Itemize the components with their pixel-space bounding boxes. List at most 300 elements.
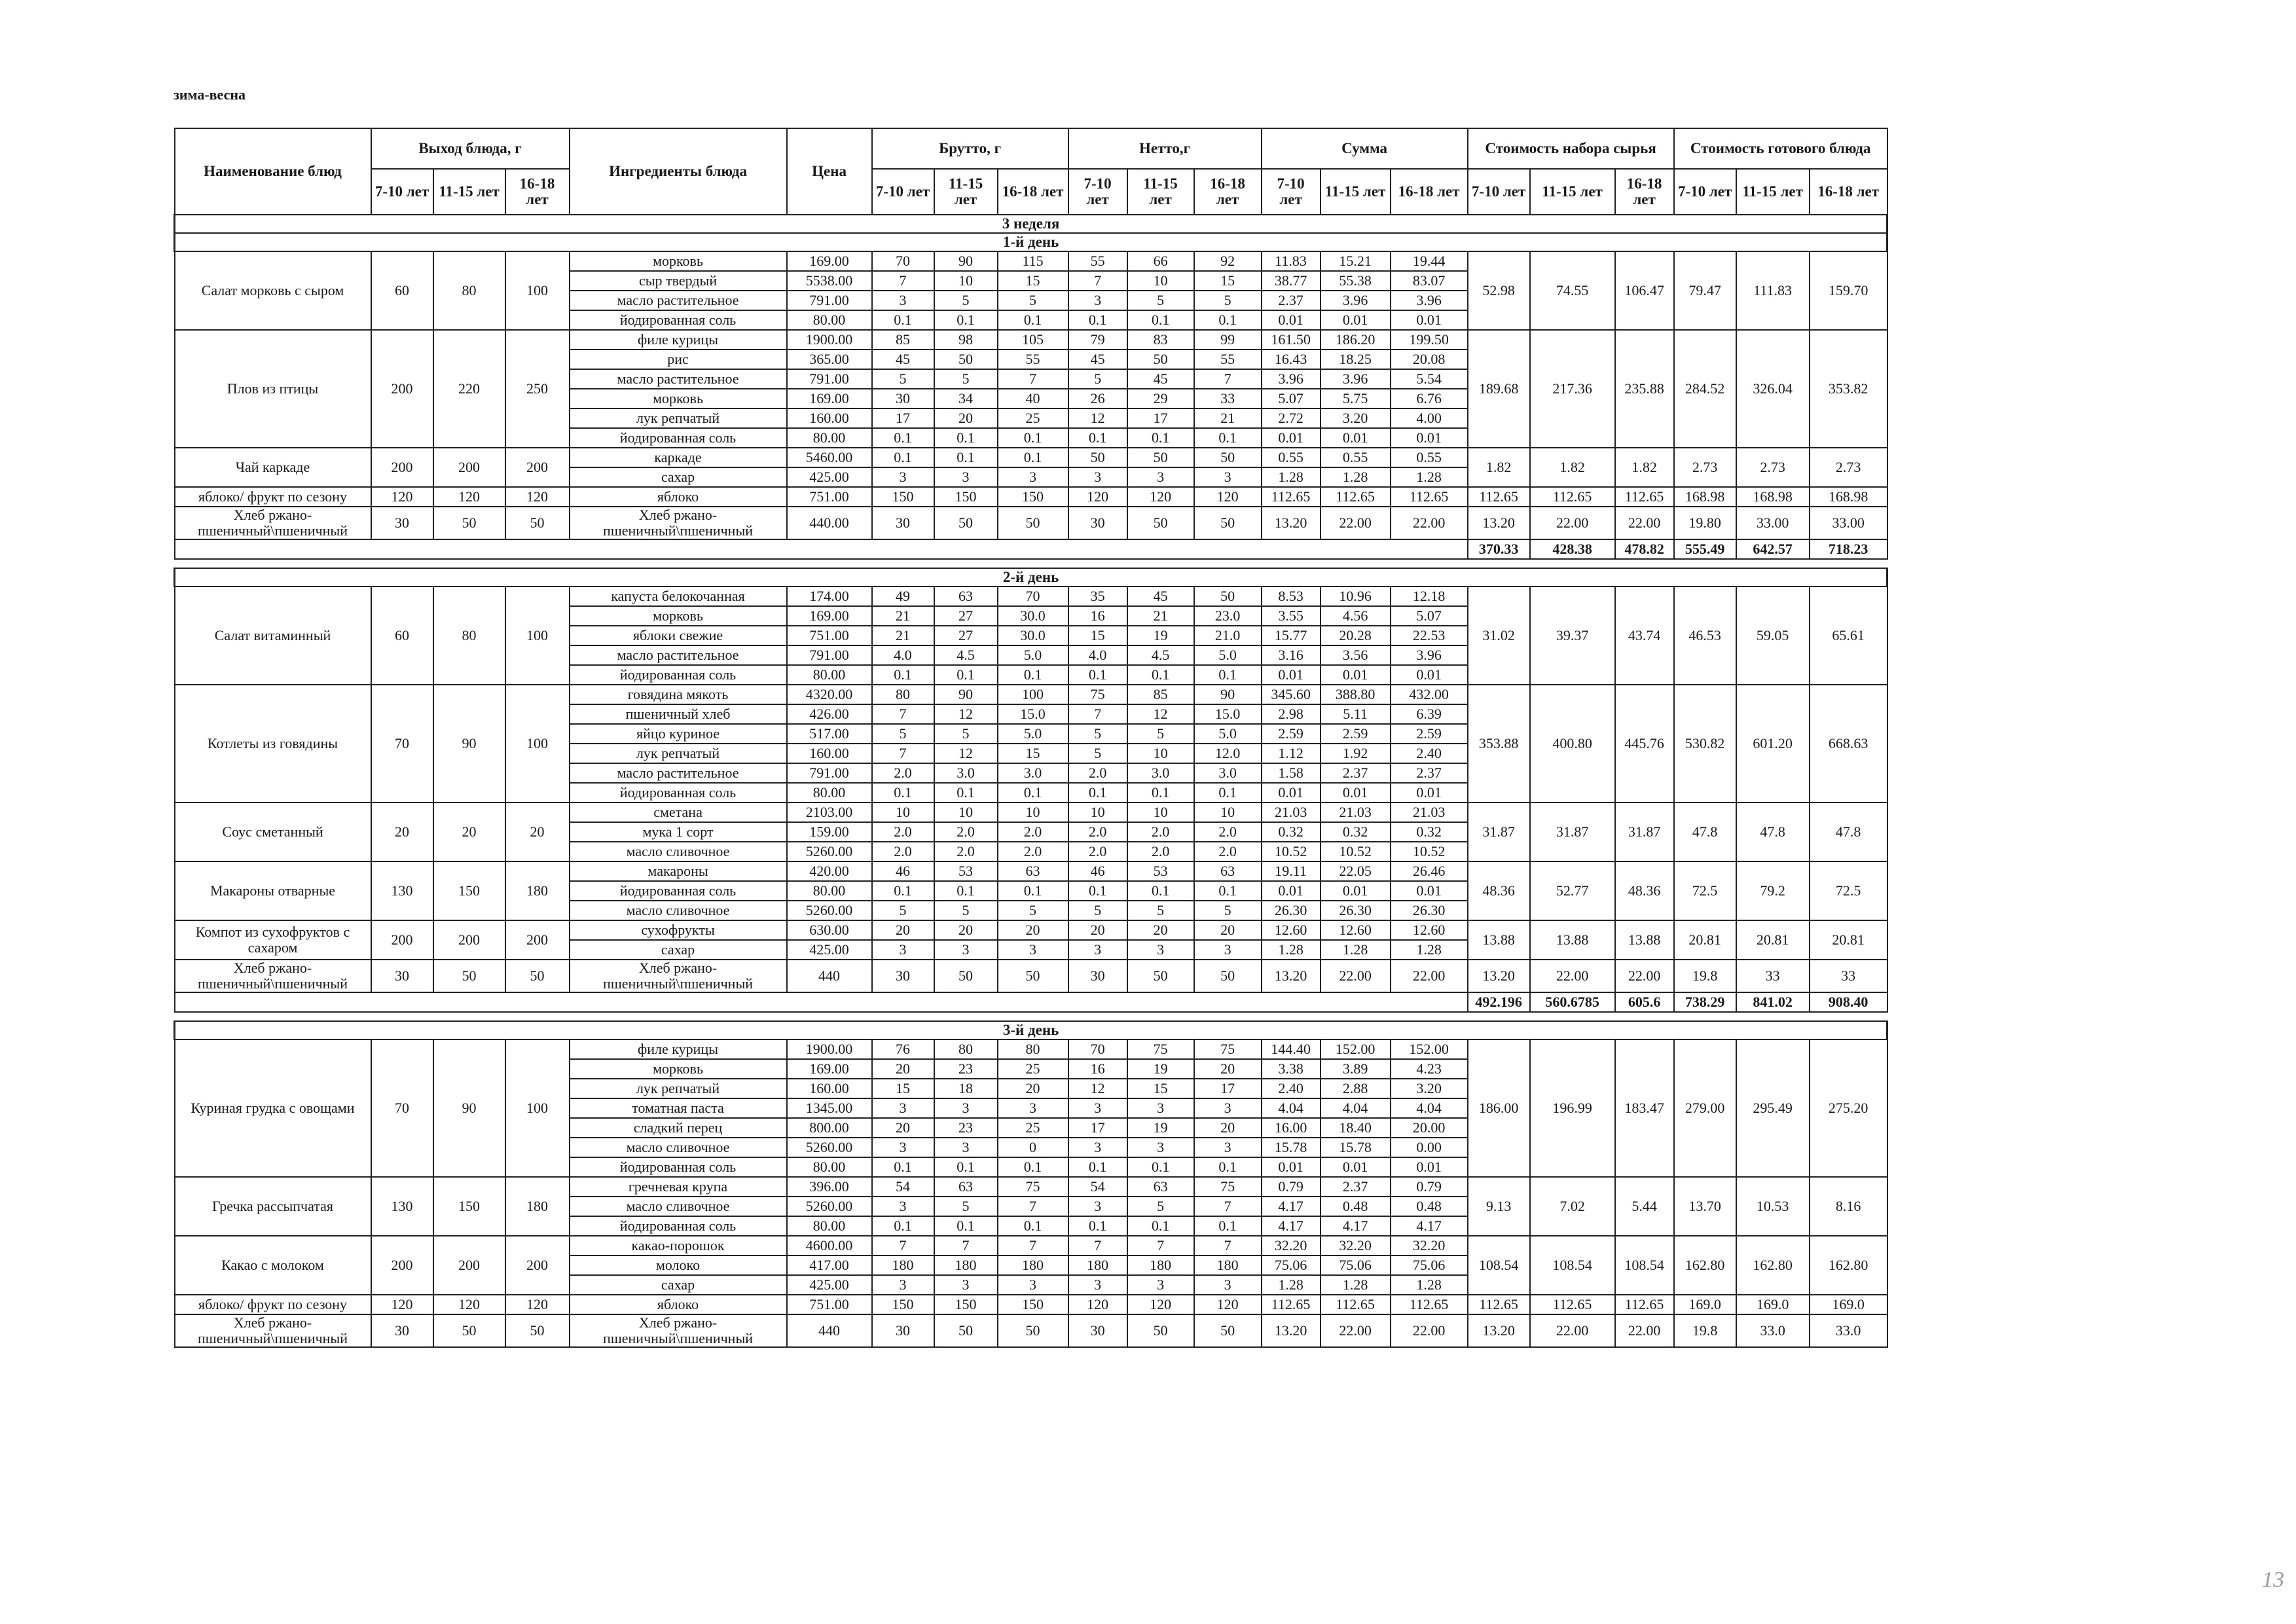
sum-value: 0.01 [1262, 881, 1321, 901]
menu-cost-table [173, 128, 1888, 1348]
netto-value: 23.0 [1194, 606, 1262, 626]
netto-value: 120 [1194, 1295, 1262, 1314]
sum-value: 3.96 [1391, 291, 1468, 310]
raw-cost-value: 13.88 [1615, 920, 1674, 960]
netto-value: 53 [1127, 861, 1194, 881]
brutto-value: 12 [934, 744, 998, 763]
sum-value: 22.05 [1321, 861, 1391, 881]
ingredient-price: 159.00 [787, 822, 872, 842]
sum-value: 13.20 [1262, 1314, 1321, 1347]
sum-value: 75.06 [1391, 1255, 1468, 1275]
netto-value: 50 [1194, 448, 1262, 467]
raw-cost-value: 13.20 [1468, 1314, 1530, 1347]
sum-value: 1.92 [1321, 744, 1391, 763]
dish-yield: 120 [505, 487, 570, 507]
netto-value: 7 [1068, 271, 1127, 291]
sum-value: 161.50 [1262, 330, 1321, 350]
sum-value: 26.30 [1262, 901, 1321, 920]
netto-value: 75 [1194, 1177, 1262, 1197]
ingredient-name: масло растительное [570, 369, 787, 389]
brutto-value: 45 [872, 350, 934, 369]
brutto-value: 70 [872, 251, 934, 271]
ready-cost-value: 72.5 [1674, 861, 1736, 920]
age-header-ready-cost-3: 16-18 лет [1810, 169, 1887, 215]
dish-yield: 150 [433, 861, 505, 920]
ready-cost-value: 284.52 [1674, 330, 1736, 448]
brutto-value: 20 [872, 1118, 934, 1138]
dish-yield: 90 [433, 685, 505, 803]
sum-value: 0.01 [1391, 665, 1468, 685]
ingredient-price: 169.00 [787, 389, 872, 408]
header-dish-name: Наименование блюд [175, 128, 371, 215]
netto-value: 3 [1194, 940, 1262, 960]
ingredient-price: 4600.00 [787, 1236, 872, 1255]
sum-value: 2.59 [1391, 724, 1468, 744]
ingredient-price: 1345.00 [787, 1098, 872, 1118]
netto-value: 66 [1127, 251, 1194, 271]
sum-value: 20.00 [1391, 1118, 1468, 1138]
sum-value: 2.37 [1321, 1177, 1391, 1197]
brutto-value: 15.0 [998, 704, 1068, 724]
age-header-sum-3: 16-18 лет [1391, 169, 1468, 215]
season-label: зима-весна [173, 86, 246, 103]
ready-cost-value: 353.82 [1810, 330, 1887, 448]
netto-value: 0.1 [1194, 428, 1262, 448]
ingredient-row [175, 448, 1887, 467]
netto-value: 19 [1127, 1059, 1194, 1079]
sum-value: 0.01 [1262, 428, 1321, 448]
sum-value: 3.38 [1262, 1059, 1321, 1079]
ingredient-row [175, 861, 1887, 881]
brutto-value: 5.0 [998, 645, 1068, 665]
netto-value: 20 [1194, 1118, 1262, 1138]
ingredient-name: масло сливочное [570, 901, 787, 920]
ingredient-price: 425.00 [787, 940, 872, 960]
netto-value: 19 [1127, 1118, 1194, 1138]
brutto-value: 3 [872, 467, 934, 487]
sum-value: 55.38 [1321, 271, 1391, 291]
netto-value: 7 [1194, 369, 1262, 389]
sum-value: 0.01 [1262, 783, 1321, 803]
ingredient-price: 1900.00 [787, 1039, 872, 1059]
sum-value: 4.17 [1262, 1197, 1321, 1216]
ingredient-name: йодированная соль [570, 881, 787, 901]
sum-value: 4.17 [1391, 1216, 1468, 1236]
sum-value: 0.01 [1321, 428, 1391, 448]
ingredient-row [175, 803, 1887, 822]
sum-value: 0.01 [1321, 665, 1391, 685]
ingredient-row [175, 1177, 1887, 1197]
ingredient-price: 751.00 [787, 626, 872, 645]
ingredient-price: 425.00 [787, 1275, 872, 1295]
sum-value: 432.00 [1391, 685, 1468, 704]
netto-value: 16 [1068, 606, 1127, 626]
sum-value: 0.55 [1391, 448, 1468, 467]
ingredient-name: масло растительное [570, 763, 787, 783]
dish-yield: 200 [505, 920, 570, 960]
raw-cost-value: 112.65 [1615, 487, 1674, 507]
netto-value: 5 [1194, 901, 1262, 920]
brutto-value: 0.1 [872, 1216, 934, 1236]
brutto-value: 3 [872, 940, 934, 960]
ingredient-price: 174.00 [787, 586, 872, 606]
raw-cost-value: 217.36 [1530, 330, 1615, 448]
ingredient-name: масло сливочное [570, 1197, 787, 1216]
netto-value: 3 [1194, 467, 1262, 487]
ingredient-name: какао-порошок [570, 1236, 787, 1255]
ready-cost-value: 59.05 [1736, 586, 1810, 685]
sum-value: 2.37 [1391, 763, 1468, 783]
ingredient-price: 1900.00 [787, 330, 872, 350]
brutto-value: 98 [934, 330, 998, 350]
sum-value: 32.20 [1262, 1236, 1321, 1255]
day-total-value: 492.196 [1468, 992, 1530, 1012]
netto-value: 0.1 [1127, 1157, 1194, 1177]
age-header-ready-cost-1: 7-10 лет [1674, 169, 1736, 215]
ingredient-price: 426.00 [787, 704, 872, 724]
dish-yield: 150 [433, 1177, 505, 1236]
brutto-value: 63 [934, 1177, 998, 1197]
brutto-value: 23 [934, 1118, 998, 1138]
netto-value: 7 [1194, 1197, 1262, 1216]
raw-cost-value: 7.02 [1530, 1177, 1615, 1236]
age-header-netto-3: 16-18 лет [1194, 169, 1262, 215]
sum-value: 112.65 [1321, 487, 1391, 507]
sum-value: 0.01 [1262, 1157, 1321, 1177]
ingredient-price: 160.00 [787, 1079, 872, 1098]
age-header-yield-2: 11-15 лет [433, 169, 505, 215]
brutto-value: 20 [934, 920, 998, 940]
ingredient-name: Хлеб ржано-пшеничный\пшеничный [570, 507, 787, 539]
dish-yield: 200 [371, 920, 433, 960]
sum-value: 4.56 [1321, 606, 1391, 626]
sum-value: 112.65 [1262, 487, 1321, 507]
raw-cost-value: 445.76 [1615, 685, 1674, 803]
brutto-value: 50 [934, 507, 998, 539]
sum-value: 0.48 [1391, 1197, 1468, 1216]
brutto-value: 70 [998, 586, 1068, 606]
ingredient-price: 80.00 [787, 665, 872, 685]
brutto-value: 63 [934, 586, 998, 606]
sum-value: 1.28 [1321, 467, 1391, 487]
sum-value: 32.20 [1391, 1236, 1468, 1255]
netto-value: 3 [1068, 1275, 1127, 1295]
sum-value: 5.07 [1391, 606, 1468, 626]
sum-value: 0.55 [1321, 448, 1391, 467]
dish-yield: 70 [371, 1039, 433, 1177]
raw-cost-value: 189.68 [1468, 330, 1530, 448]
ready-cost-value: 169.0 [1736, 1295, 1810, 1314]
netto-value: 5 [1127, 1197, 1194, 1216]
day-gap [175, 1012, 1887, 1021]
netto-value: 90 [1194, 685, 1262, 704]
netto-value: 0.1 [1127, 665, 1194, 685]
brutto-value: 0.1 [998, 1157, 1068, 1177]
sum-value: 13.20 [1262, 960, 1321, 992]
dish-name: Плов из птицы [175, 330, 371, 448]
dish-yield: 100 [505, 1039, 570, 1177]
dish-yield: 120 [505, 1295, 570, 1314]
netto-value: 3 [1068, 940, 1127, 960]
brutto-value: 0.1 [934, 881, 998, 901]
day-total-value: 370.33 [1468, 539, 1530, 559]
brutto-value: 20 [934, 408, 998, 428]
sum-value: 2.59 [1321, 724, 1391, 744]
ingredient-price: 440.00 [787, 507, 872, 539]
brutto-value: 63 [998, 861, 1068, 881]
dish-name: Макароны отварные [175, 861, 371, 920]
brutto-value: 4.5 [934, 645, 998, 665]
ingredient-price: 751.00 [787, 487, 872, 507]
ingredient-name: йодированная соль [570, 428, 787, 448]
raw-cost-value: 1.82 [1615, 448, 1674, 487]
netto-value: 15 [1194, 271, 1262, 291]
page-number: 13 [2262, 1568, 2284, 1592]
raw-cost-value: 183.47 [1615, 1039, 1674, 1177]
sum-value: 0.00 [1391, 1138, 1468, 1157]
age-header-ready-cost-2: 11-15 лет [1736, 169, 1810, 215]
brutto-value: 50 [934, 1314, 998, 1347]
sum-value: 3.96 [1391, 645, 1468, 665]
netto-value: 2.0 [1127, 822, 1194, 842]
brutto-value: 55 [998, 350, 1068, 369]
sum-value: 4.04 [1391, 1098, 1468, 1118]
netto-value: 3 [1127, 1098, 1194, 1118]
netto-value: 17 [1127, 408, 1194, 428]
brutto-value: 100 [998, 685, 1068, 704]
ingredient-price: 791.00 [787, 645, 872, 665]
brutto-value: 34 [934, 389, 998, 408]
brutto-value: 180 [934, 1255, 998, 1275]
brutto-value: 50 [998, 507, 1068, 539]
sum-value: 26.46 [1391, 861, 1468, 881]
netto-value: 0.1 [1068, 783, 1127, 803]
dish-yield: 100 [505, 685, 570, 803]
sum-value: 8.53 [1262, 586, 1321, 606]
sum-value: 112.65 [1321, 1295, 1391, 1314]
brutto-value: 2.0 [872, 822, 934, 842]
netto-value: 20 [1194, 1059, 1262, 1079]
raw-cost-value: 13.20 [1468, 960, 1530, 992]
brutto-value: 0.1 [934, 665, 998, 685]
age-header-brutto-3: 16-18 лет [998, 169, 1068, 215]
brutto-value: 5.0 [998, 724, 1068, 744]
netto-value: 5 [1068, 901, 1127, 920]
sum-value: 1.28 [1391, 1275, 1468, 1295]
ready-cost-value: 2.73 [1736, 448, 1810, 487]
raw-cost-value: 13.88 [1468, 920, 1530, 960]
dish-yield: 30 [371, 507, 433, 539]
netto-value: 3 [1194, 1098, 1262, 1118]
raw-cost-value: 22.00 [1615, 960, 1674, 992]
total-blank [175, 992, 1468, 1012]
netto-value: 15.0 [1194, 704, 1262, 724]
dish-yield: 250 [505, 330, 570, 448]
ingredient-row [175, 330, 1887, 350]
sum-value: 0.79 [1262, 1177, 1321, 1197]
ready-cost-value: 33 [1810, 960, 1887, 992]
ready-cost-value: 8.16 [1810, 1177, 1887, 1236]
day-total-value: 718.23 [1810, 539, 1887, 559]
netto-value: 0.1 [1127, 881, 1194, 901]
brutto-value: 7 [934, 1236, 998, 1255]
ingredient-row [175, 1039, 1887, 1059]
ingredient-price: 630.00 [787, 920, 872, 940]
ready-cost-value: 33.00 [1736, 507, 1810, 539]
ingredient-name: масло растительное [570, 291, 787, 310]
netto-value: 3 [1127, 1138, 1194, 1157]
brutto-value: 80 [872, 685, 934, 704]
day-total-value: 605.6 [1615, 992, 1674, 1012]
ingredient-name: лук репчатый [570, 1079, 787, 1098]
netto-value: 5 [1127, 724, 1194, 744]
ready-cost-value: 19.8 [1674, 1314, 1736, 1347]
dish-name: Куриная грудка с овощами [175, 1039, 371, 1177]
brutto-value: 3 [872, 1138, 934, 1157]
sum-value: 32.20 [1321, 1236, 1391, 1255]
ready-cost-value: 65.61 [1810, 586, 1887, 685]
raw-cost-value: 112.65 [1530, 487, 1615, 507]
netto-value: 17 [1194, 1079, 1262, 1098]
netto-value: 50 [1127, 507, 1194, 539]
brutto-value: 2.0 [934, 842, 998, 861]
sum-value: 112.65 [1262, 1295, 1321, 1314]
raw-cost-value: 108.54 [1468, 1236, 1530, 1295]
sum-value: 10.96 [1321, 586, 1391, 606]
ingredient-name: томатная паста [570, 1098, 787, 1118]
total-blank [175, 539, 1468, 559]
brutto-value: 150 [934, 487, 998, 507]
netto-value: 20 [1194, 920, 1262, 940]
sum-value: 15.77 [1262, 626, 1321, 645]
sum-value: 22.00 [1391, 1314, 1468, 1347]
netto-value: 5.0 [1194, 724, 1262, 744]
brutto-value: 3 [872, 291, 934, 310]
dish-yield: 200 [371, 448, 433, 487]
dish-yield: 130 [371, 1177, 433, 1236]
netto-value: 50 [1127, 960, 1194, 992]
netto-value: 10 [1068, 803, 1127, 822]
raw-cost-value: 112.65 [1468, 1295, 1530, 1314]
netto-value: 0.1 [1068, 1157, 1127, 1177]
netto-value: 21 [1127, 606, 1194, 626]
brutto-value: 4.0 [872, 645, 934, 665]
netto-value: 120 [1127, 1295, 1194, 1314]
netto-value: 180 [1068, 1255, 1127, 1275]
sum-value: 22.00 [1391, 960, 1468, 992]
header-sum: Сумма [1262, 128, 1468, 169]
sum-value: 19.11 [1262, 861, 1321, 881]
ready-cost-value: 20.81 [1674, 920, 1736, 960]
sum-value: 22.53 [1391, 626, 1468, 645]
ingredient-price: 365.00 [787, 350, 872, 369]
netto-value: 120 [1068, 1295, 1127, 1314]
netto-value: 0.1 [1194, 1157, 1262, 1177]
ingredient-price: 5260.00 [787, 1138, 872, 1157]
sum-value: 1.28 [1262, 467, 1321, 487]
netto-value: 50 [1068, 448, 1127, 467]
brutto-value: 53 [934, 861, 998, 881]
sum-value: 10.52 [1391, 842, 1468, 861]
sum-value: 4.17 [1321, 1216, 1391, 1236]
netto-value: 63 [1194, 861, 1262, 881]
raw-cost-value: 31.87 [1468, 803, 1530, 861]
ingredient-name: морковь [570, 389, 787, 408]
raw-cost-value: 22.00 [1530, 1314, 1615, 1347]
brutto-value: 15 [998, 744, 1068, 763]
ingredient-price: 80.00 [787, 783, 872, 803]
netto-value: 55 [1194, 350, 1262, 369]
netto-value: 15 [1068, 626, 1127, 645]
netto-value: 99 [1194, 330, 1262, 350]
sum-value: 3.89 [1321, 1059, 1391, 1079]
sum-value: 0.01 [1321, 783, 1391, 803]
dish-name: Какао с молоком [175, 1236, 371, 1295]
netto-value: 5.0 [1194, 645, 1262, 665]
brutto-value: 10 [934, 803, 998, 822]
netto-value: 21.0 [1194, 626, 1262, 645]
dish-yield: 70 [371, 685, 433, 803]
dish-yield: 80 [433, 586, 505, 685]
brutto-value: 0.1 [934, 1157, 998, 1177]
brutto-value: 3 [998, 467, 1068, 487]
ingredient-name: лук репчатый [570, 744, 787, 763]
ingredient-price: 160.00 [787, 408, 872, 428]
table-body [175, 215, 1887, 1347]
sum-value: 16.43 [1262, 350, 1321, 369]
ingredient-name: сметана [570, 803, 787, 822]
dish-yield: 20 [371, 803, 433, 861]
sum-value: 3.96 [1321, 291, 1391, 310]
raw-cost-value: 31.87 [1615, 803, 1674, 861]
brutto-value: 0.1 [872, 783, 934, 803]
brutto-value: 5 [934, 901, 998, 920]
raw-cost-value: 48.36 [1468, 861, 1530, 920]
brutto-value: 10 [998, 803, 1068, 822]
gap-cell [175, 1012, 1887, 1021]
netto-value: 0.1 [1068, 1216, 1127, 1236]
sum-value: 18.40 [1321, 1118, 1391, 1138]
netto-value: 3 [1194, 1275, 1262, 1295]
day-total-value: 560.6785 [1530, 992, 1615, 1012]
brutto-value: 30.0 [998, 626, 1068, 645]
dish-yield: 200 [433, 1236, 505, 1295]
dish-yield: 60 [371, 251, 433, 330]
brutto-value: 0.1 [998, 665, 1068, 685]
ready-cost-value: 72.5 [1810, 861, 1887, 920]
sum-value: 0.48 [1321, 1197, 1391, 1216]
netto-value: 30 [1068, 960, 1127, 992]
brutto-value: 0.1 [998, 310, 1068, 330]
ingredient-name: сахар [570, 467, 787, 487]
age-header-brutto-1: 7-10 лет [872, 169, 934, 215]
dish-yield: 200 [371, 1236, 433, 1295]
sum-value: 199.50 [1391, 330, 1468, 350]
sum-value: 1.28 [1321, 940, 1391, 960]
day-title: 3-й день [175, 1021, 1887, 1039]
netto-value: 5 [1068, 724, 1127, 744]
sum-value: 1.58 [1262, 763, 1321, 783]
ingredient-name: филе курицы [570, 330, 787, 350]
raw-cost-value: 22.00 [1530, 960, 1615, 992]
sum-value: 5.75 [1321, 389, 1391, 408]
brutto-value: 50 [934, 960, 998, 992]
brutto-value: 50 [934, 350, 998, 369]
ingredient-price: 5260.00 [787, 1197, 872, 1216]
sum-value: 26.30 [1321, 901, 1391, 920]
brutto-value: 20 [998, 1079, 1068, 1098]
sum-value: 0.01 [1391, 1157, 1468, 1177]
